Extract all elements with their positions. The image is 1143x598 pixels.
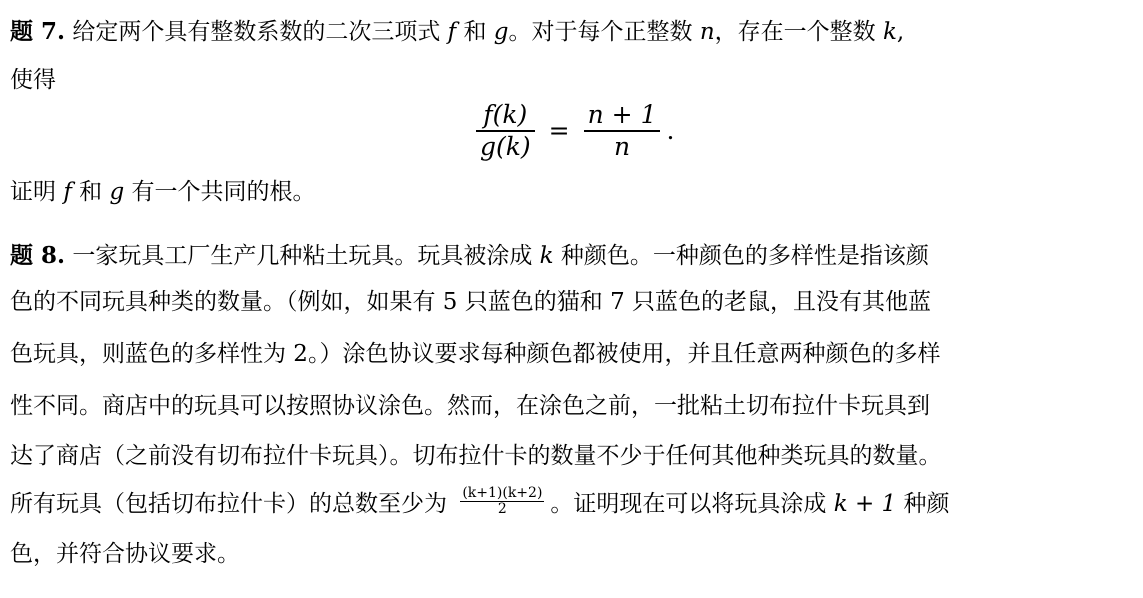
problem-8-text: 色玩具，则蓝色的多样性为 2。）涂色协议要求每种颜色都被使用，并且任意两种颜色的多样 <box>10 341 941 367</box>
problem-8-line-5 <box>10 440 942 472</box>
inline-fraction <box>460 486 544 517</box>
rhs-numerator: n + 1 <box>587 100 657 129</box>
problem-8-text: 。证明现在可以将玩具涂成 <box>550 491 827 517</box>
problem-8-line-7 <box>10 538 240 570</box>
problem-7-line-3 <box>10 176 316 208</box>
lhs-numerator: f(k) <box>483 100 528 129</box>
problem-7-text: 和 <box>463 19 487 45</box>
math-f: f <box>447 19 457 45</box>
problem-8-line-1 <box>10 240 929 272</box>
problem-8-text: 所有玩具（包括切布拉什卡）的总数至少为 <box>10 491 447 517</box>
math-f: f <box>63 179 72 205</box>
problem-7-line-1 <box>10 16 904 48</box>
problem-8-text: 一家玩具工厂生产几种粘土玩具。玩具被涂成 <box>72 243 533 269</box>
problem-7-text: 有一个共同的根。 <box>131 179 316 205</box>
rhs-denominator: n <box>614 131 631 161</box>
equals-sign: = <box>548 116 570 146</box>
inline-fraction-denominator: 2 <box>497 500 507 517</box>
problem-7-label: 题 7. <box>10 18 66 45</box>
problem-8-line-4 <box>10 390 930 422</box>
problem-7-text: 和 <box>79 179 103 205</box>
problem-7-text: 。对于每个正整数 <box>508 19 693 45</box>
math-n: n <box>699 19 715 45</box>
display-formula <box>470 100 674 162</box>
inline-fraction-numerator: (k+1)(k+2) <box>462 484 543 501</box>
problem-7-text: ，存在一个整数 <box>714 19 876 45</box>
problem-8-line-3 <box>10 338 940 370</box>
problem-8-text: 色的不同玩具种类的数量。（例如，如果有 5 只蓝色的猫和 7 只蓝色的老鼠，且没有其他蓝 <box>10 289 932 315</box>
math-g: g <box>109 179 125 205</box>
formula-period: . <box>666 116 675 146</box>
math-k-plus-1: k + 1 <box>833 491 897 517</box>
problem-8-line-2 <box>10 286 931 318</box>
problem-7-text: 使得 <box>10 67 56 93</box>
math-k: k <box>539 243 554 269</box>
problem-8-line-6 <box>10 484 950 520</box>
math-g: g <box>493 19 509 45</box>
problem-7-text: 证明 <box>10 179 56 205</box>
problem-8-text: 达了商店（之前没有切布拉什卡玩具）。切布拉什卡的数量不少于任何其他种类玩具的数量。 <box>10 443 942 469</box>
problem-8-text: 性不同。商店中的玩具可以按照协议涂色。然而，在涂色之前，一批粘土切布拉什卡玩具到 <box>10 393 930 419</box>
problem-8-text: 色，并符合协议要求。 <box>10 541 240 567</box>
problem-7-text: 给定两个具有整数系数的二次三项式 <box>72 19 441 45</box>
rhs-fraction <box>584 100 661 162</box>
math-k: k <box>882 19 897 45</box>
problem-7-text: , <box>896 19 905 45</box>
lhs-fraction <box>476 100 535 162</box>
lhs-denominator: g(k) <box>480 131 531 161</box>
problem-8-text: 种颜色。一种颜色的多样性是指该颜 <box>560 243 929 269</box>
problem-7-line-2 <box>10 64 56 96</box>
problem-8-text: 种颜 <box>903 491 950 517</box>
problem-8-label: 题 8. <box>10 242 66 269</box>
